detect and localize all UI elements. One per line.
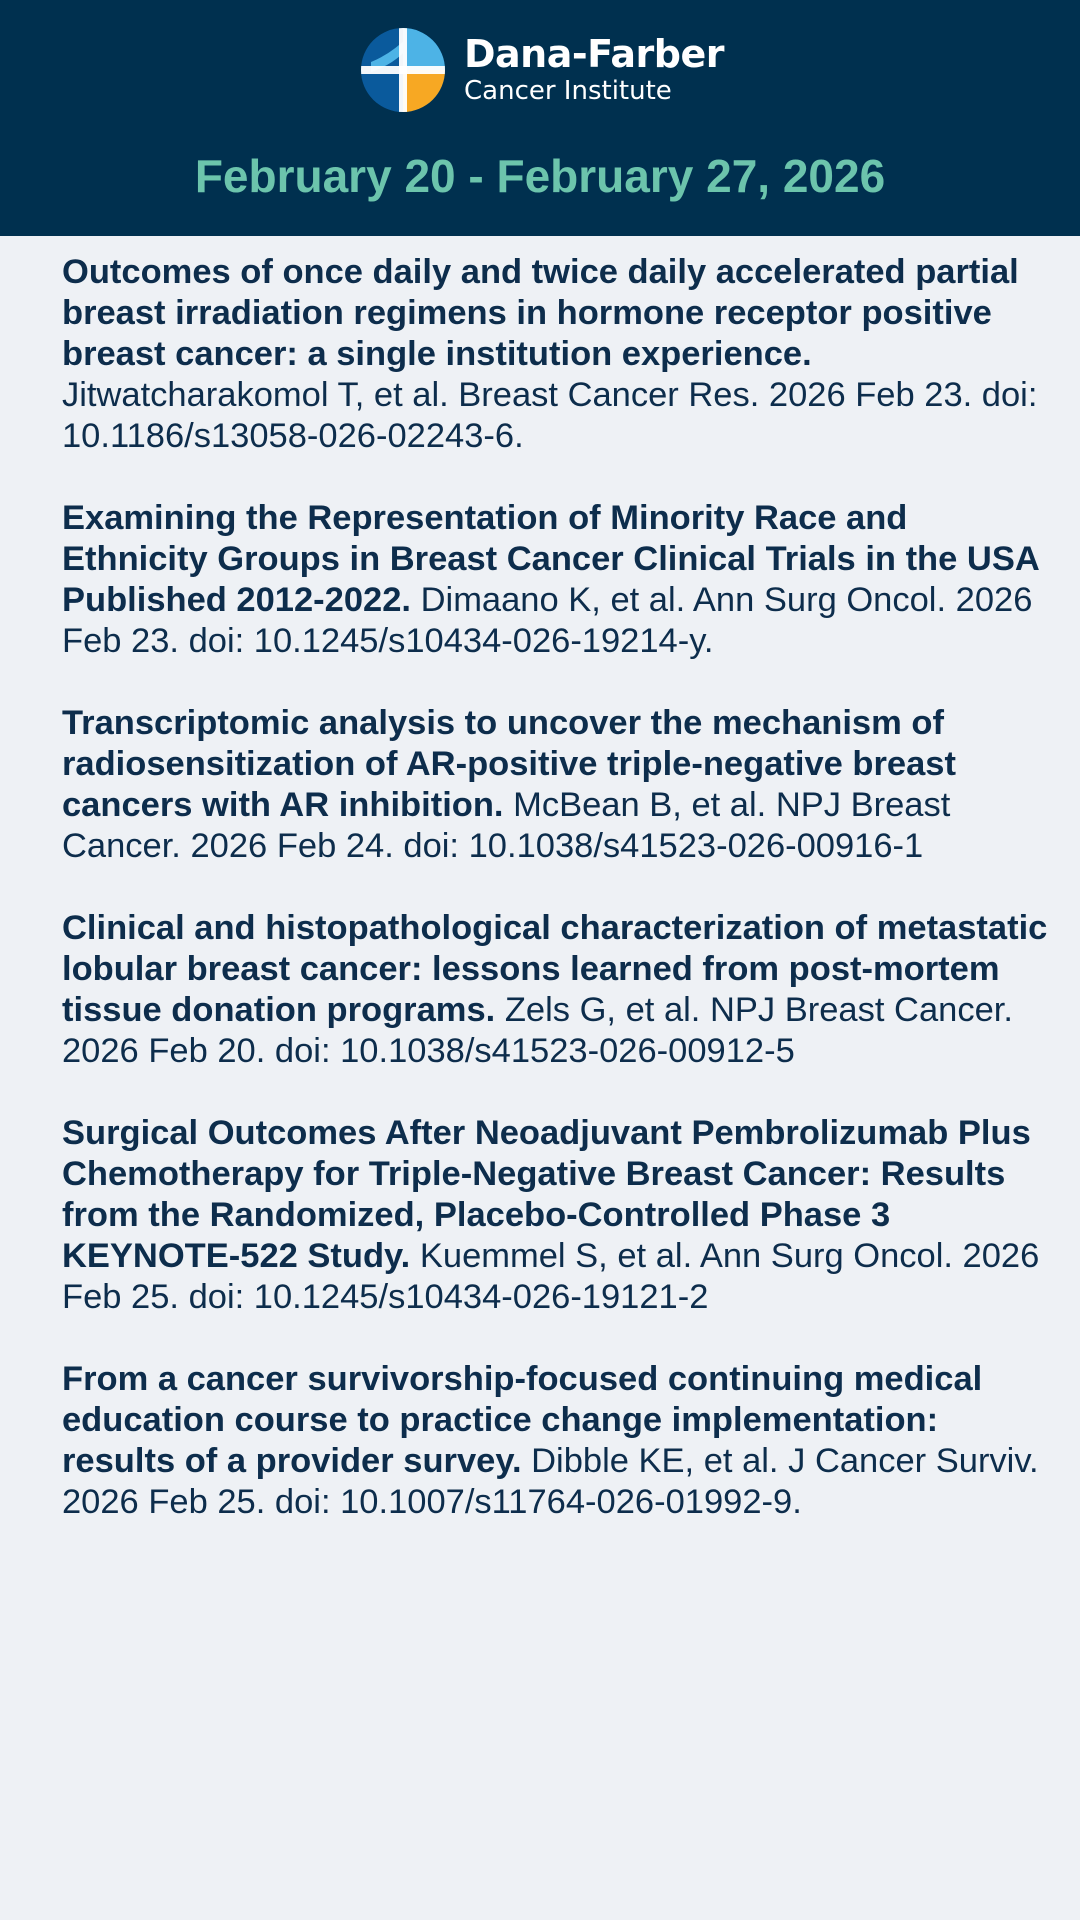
publication-title: Examining the Representation of Minority Race and Ethnicity Groups in Breast Cancer Clinical Trials in the USA Published 2012-2022. bbox=[62, 499, 1039, 619]
publication-item bbox=[62, 1113, 1052, 1318]
publication-citation: Dimaano K, et al. Ann Surg Oncol. 2026 Feb 23. doi: 10.1245/s10434-026-19214-y. bbox=[62, 581, 1033, 660]
publication-title: Transcriptomic analysis to uncover the mechanism of radiosensitization of AR-positive triple-negative breast cancers with AR inhibition. bbox=[62, 704, 956, 824]
publication-citation: Zels G, et al. NPJ Breast Cancer. 2026 Feb 20. doi: 10.1038/s41523-026-00912-5 bbox=[62, 991, 1013, 1070]
publication-item bbox=[62, 1359, 1052, 1523]
publication-item bbox=[62, 908, 1052, 1072]
date-range: February 20 - February 27, 2026 bbox=[194, 150, 886, 202]
brand bbox=[464, 32, 724, 106]
publication-citation: Kuemmel S, et al. Ann Surg Oncol. 2026 Feb 25. doi: 10.1245/s10434-026-19121-2 bbox=[62, 1237, 1040, 1316]
dana-farber-logo-icon bbox=[361, 28, 445, 112]
brand-name: Dana-Farber bbox=[464, 32, 724, 76]
publication-title: Outcomes of once daily and twice daily accelerated partial breast irradiation regimens in hormone receptor positive breast cancer: a single institution experience. bbox=[62, 253, 1019, 373]
publication-item bbox=[62, 703, 1052, 867]
brand-subtitle: Cancer Institute bbox=[464, 76, 672, 106]
publication-title: From a cancer survivorship-focused continuing medical education course to practice change implementation: results of a provider survey. bbox=[62, 1360, 983, 1480]
publication-item bbox=[62, 498, 1052, 662]
publication-citation: McBean B, et al. NPJ Breast Cancer. 2026 Feb 24. doi: 10.1038/s41523-026-00916-1 bbox=[62, 786, 951, 865]
header bbox=[0, 0, 1080, 236]
publication-list bbox=[62, 252, 1052, 1564]
publication-title: Clinical and histopathological characterization of metastatic lobular breast cancer: lessons learned from post-mortem tissue donation programs. bbox=[62, 909, 1048, 1029]
publication-item bbox=[62, 252, 1052, 457]
publication-title: Surgical Outcomes After Neoadjuvant Pembrolizumab Plus Chemotherapy for Triple-Negative Breast Cancer: Results from the Randomized, Placebo-Controlled Phase 3 KEYNOTE-522 Study. bbox=[62, 1114, 1031, 1275]
publication-citation: Jitwatcharakomol T, et al. Breast Cancer Res. 2026 Feb 23. doi: 10.1186/s13058-026-02243-6. bbox=[62, 376, 1038, 455]
publication-citation: Dibble KE, et al. J Cancer Surviv. 2026 Feb 25. doi: 10.1007/s11764-026-01992-9. bbox=[62, 1442, 1039, 1521]
